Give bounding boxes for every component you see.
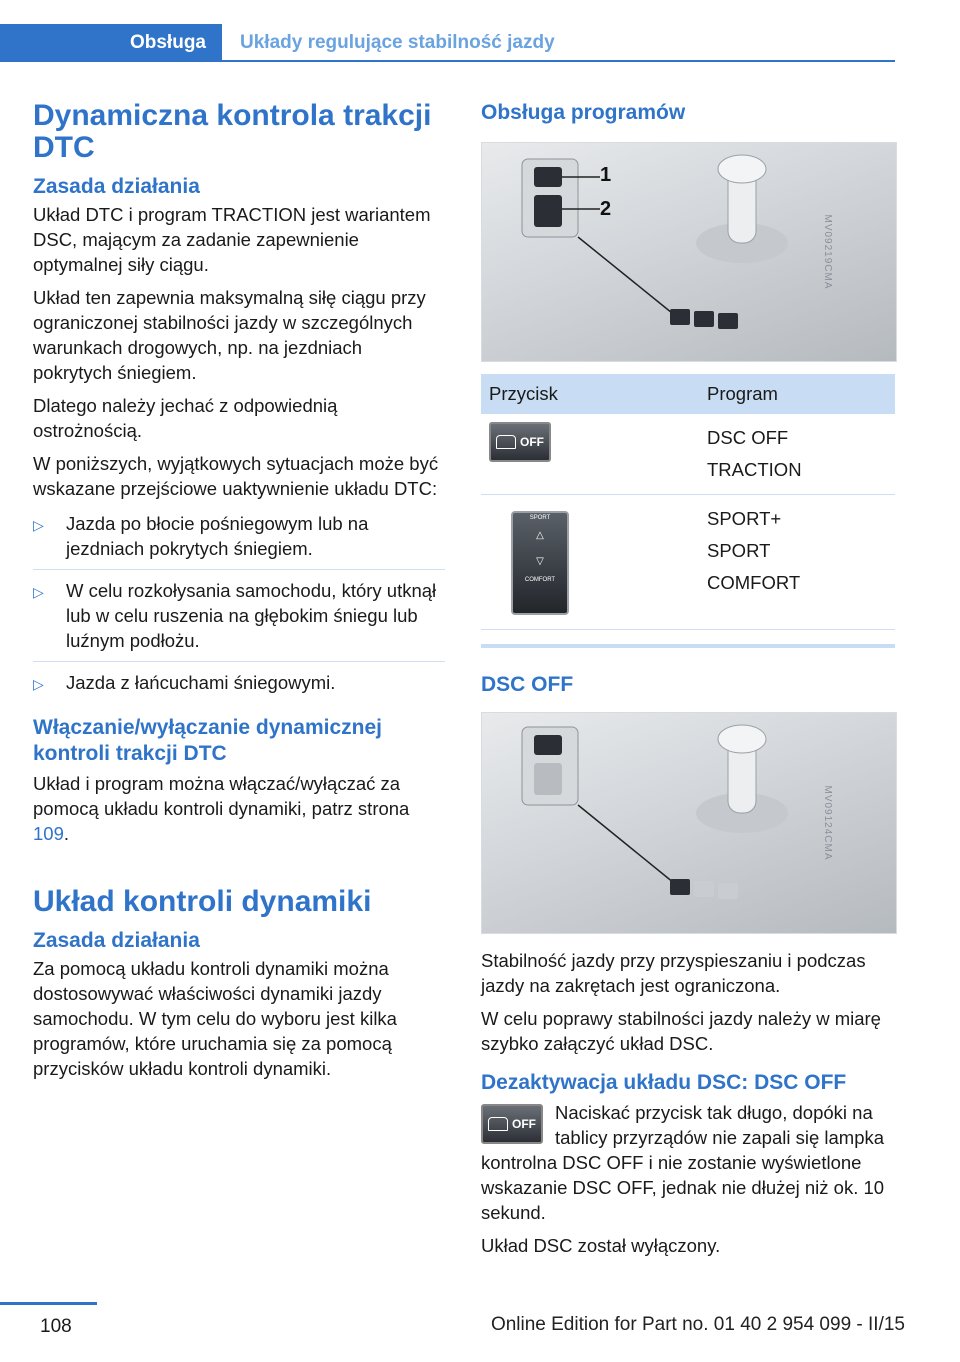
dtc-paragraph-3: Dlatego należy jechać z odpowiednią ostrożnością. [33, 395, 338, 441]
dynamics-title: Układ kontroli dynamiki [33, 885, 372, 918]
column-header-button: Przycisk [481, 374, 699, 414]
column-header-program: Program [699, 374, 895, 414]
header-rule [0, 60, 895, 62]
deactivated-text: Układ DSC został wyłączony. [481, 1235, 721, 1256]
dtc-principle-heading: Zasada działania [33, 175, 200, 198]
dtc-situations-list [33, 503, 445, 703]
dsc-paragraph-1: Stabilność jazdy przy przyspieszaniu i podczas jazdy na zakrętach jest ograniczona. [481, 950, 866, 996]
dsc-off-heading: DSC OFF [481, 673, 574, 696]
deactivate-heading: Dezaktywacja układu DSC: DSC OFF [481, 1071, 847, 1094]
list-item: ▷ Jazda po błocie pośniegowym lub na jezdniach pokrytych śniegiem. [33, 513, 369, 559]
left-column [33, 100, 445, 1089]
gear-lever-photo-1 [481, 142, 897, 362]
program-sport-plus: SPORT+ [707, 508, 782, 529]
sport-comfort-switch [511, 511, 569, 615]
list-item: ▷ Jazda z łańcuchami śniegowymi. [33, 661, 445, 703]
list-item: ▷ W celu rozkołysania samochodu, który utknął lub w celu ruszenia na głębokim śniegu lub luźnym podłożu. [33, 569, 445, 661]
dtc-title: Dynamiczna kontrola trakcji DTC [33, 99, 432, 164]
dtc-paragraph-2: Układ ten zapewnia maksymalną siłę ciągu przy ograniczonej stabilności jazdy w szczególnych warunkach drogowych, np. na jezdniach pokrytych śniegiem. [33, 287, 426, 383]
dsc-off-button: OFF [489, 422, 551, 462]
table-row [481, 495, 895, 630]
car-skid-icon [496, 435, 516, 449]
right-column [481, 100, 895, 1266]
callout-1: 1 [600, 164, 612, 186]
image-code: MV09219CMA [821, 214, 833, 290]
edition-text: Online Edition for Part no. 01 40 2 954 099 - II/15 [490, 1314, 905, 1335]
down-arrow-icon: ▽ [536, 556, 544, 567]
chapter-tab [0, 24, 222, 62]
dtc-paragraph-4: W poniższych, wyjątkowych sytuacjach może być wskazane przejściowe uaktywnienie układu DTC: [33, 453, 439, 499]
dtc-paragraph-1: Układ DTC i program TRACTION jest wariantem DSC, mającym za zadanie zapewnienie optymalnej siły ciągu. [33, 204, 431, 275]
footer-rule [0, 1302, 97, 1305]
callout-2: 2 [600, 198, 612, 220]
table-bottom-rule [481, 644, 895, 648]
chapter-tab-label: Obsługa [129, 32, 206, 53]
switch-label-comfort: COMFORT [524, 577, 556, 583]
page-number: 108 [40, 1316, 72, 1337]
triangle-bullet-icon: ▷ [33, 584, 44, 600]
console-illustration [482, 143, 896, 361]
page-link[interactable]: 109 [33, 823, 64, 844]
section-title: Układy regulujące stabilność jazdy [240, 32, 555, 53]
program-table [481, 374, 895, 630]
image-code: MV09124CMA [821, 785, 833, 861]
console-illustration-2 [482, 713, 896, 933]
deactivate-text: Naciskać przycisk tak długo, dopóki na tablicy przyrządów nie zapali się lampka kontrolna DSC OFF i nie zostanie wyświetlone wskazanie DSC OFF, jednak nie dłużej niż ok. 10 sekund. [481, 1102, 885, 1223]
dtc-toggle-text: Układ i program można włączać/wyłączać za pomocą układu kontroli dynamiki, patrz strona 109. [33, 773, 410, 844]
up-arrow-icon: △ [536, 530, 544, 541]
dsc-paragraph-2: W celu poprawy stabilności jazdy należy w miarę szybko załączyć układ DSC. [481, 1008, 881, 1054]
dtc-toggle-heading: Włączanie/wyłączanie dynamicznej kontroli trakcji DTC [33, 716, 382, 765]
triangle-bullet-icon: ▷ [33, 676, 44, 692]
gear-lever-photo-2 [481, 712, 897, 934]
dynamics-principle-heading: Zasada działania [33, 929, 200, 952]
program-dsc-off: DSC OFF [707, 427, 789, 448]
program-comfort: COMFORT [707, 572, 801, 593]
car-skid-icon [488, 1117, 508, 1131]
program-sport: SPORT [707, 540, 771, 561]
dynamics-text: Za pomocą układu kontroli dynamiki można dostosowywać właściwości dynamiki jazdy samochodu. W tym celu do wyboru jest kilka programów, które uruchamia się za pomocą przycisków układu kontroli dynamiki. [33, 958, 397, 1079]
dsc-off-button: OFF [481, 1104, 543, 1144]
table-row [481, 414, 895, 495]
switch-label-sport: SPORT [529, 515, 551, 521]
deactivate-block [481, 1100, 895, 1225]
triangle-bullet-icon: ▷ [33, 517, 44, 533]
program-traction: TRACTION [707, 459, 802, 480]
programs-heading: Obsługa programów [481, 101, 686, 124]
